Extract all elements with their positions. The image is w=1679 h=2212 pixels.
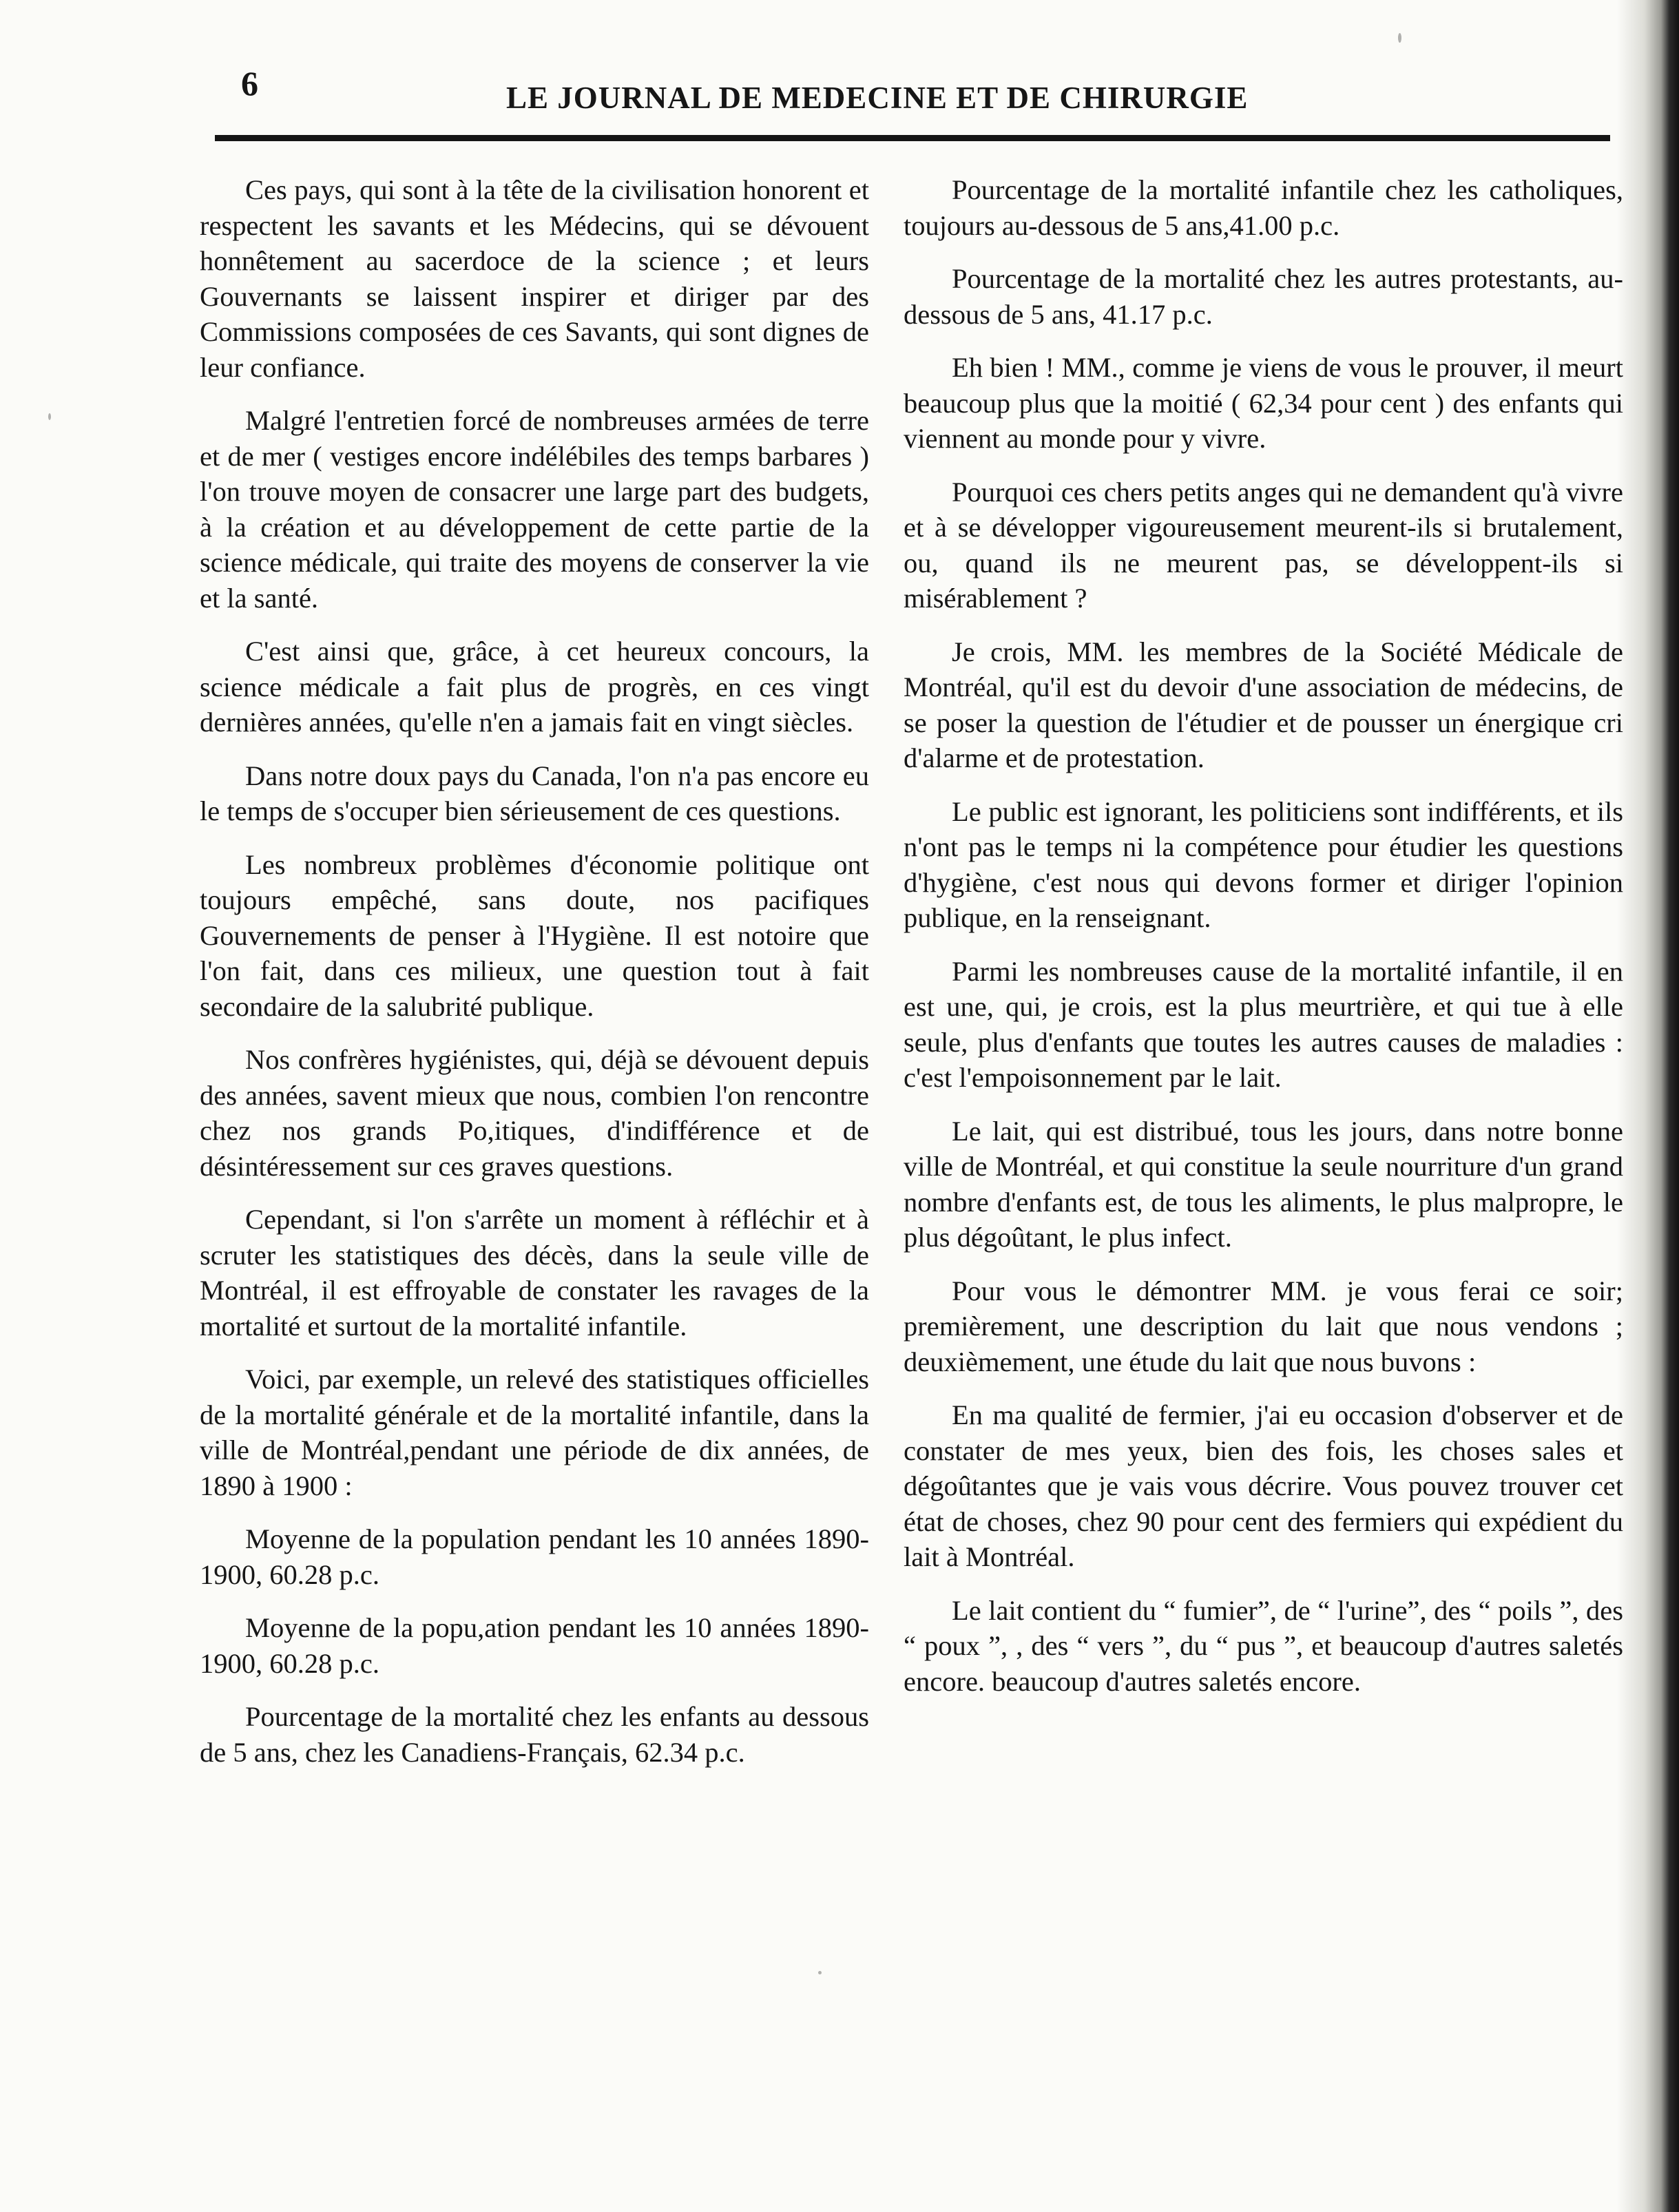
paragraph: Pour vous le démontrer MM. je vous ferai ce soir; premièrement, une description du lait que nous vendons ; deuxièmement, une étude du lait que nous buvons : — [904, 1275, 1623, 1377]
paragraph: Parmi les nombreuses cause de la mortalité infantile, il en est une, qui, je crois, est la plus meurtrière, et qui tue à elle seule, plus d'enfants que toutes les autres causes de maladies : c'est l'empoisonnement par le lait. — [904, 955, 1623, 1093]
paragraph: C'est ainsi que, grâce, à cet heureux concours, la science médicale a fait plus de progrès, en ces vingt dernières années, qu'elle n'en a jamais fait en vingt siècles. — [200, 636, 869, 738]
page-number: 6 — [241, 64, 258, 103]
paragraph: Eh bien ! MM., comme je viens de vous le prouver, il meurt beaucoup plus que la moitié ( 62,34 pour cent ) des enfants qui viennent au monde pour y vivre. — [904, 352, 1623, 454]
paragraph: Les nombreux problèmes d'économie politique ont toujours empêché, sans doute, nos pacifiques Gouvernements de penser à l'Hygiène. Il est notoire que l'on fait, dans ces milieux, une question tout à fait secondaire de la salubrité publique. — [200, 848, 869, 1022]
paragraph: Je crois, MM. les membres de la Société Médicale de Montréal, qu'il est du devoir d'une association de médecins, de se poser la question de l'étudier et de pousser un énergique cri d'alarme et de protestation. — [904, 636, 1623, 773]
scan-speck — [1398, 33, 1401, 43]
paragraph: Moyenne de la population pendant les 10 années 1890-1900, 60.28 p.c. — [200, 1523, 869, 1590]
paragraph: Dans notre doux pays du Canada, l'on n'a pas encore eu le temps de s'occuper bien sérieusement de ces questions. — [200, 760, 869, 826]
journal-title: LE JOURNAL DE MEDECINE ET DE CHIRURGIE — [506, 81, 1249, 115]
paragraph: Pourcentage de la mortalité chez les autres protestants, au-dessous de 5 ans, 41.17 p.c. — [904, 263, 1623, 330]
scan-speck — [818, 1971, 822, 1974]
paragraph: Cependant, si l'on s'arrête un moment à réfléchir et à scruter les statistiques des décès, dans la seule ville de Montréal, il est effroyable de constater les ravages de la mortalité et surtout de la mortalité infantile. — [200, 1204, 869, 1342]
left-column — [200, 172, 869, 1788]
paragraph: Moyenne de la popu,ation pendant les 10 années 1890-1900, 60.28 p.c. — [200, 1612, 869, 1679]
paragraph: Le public est ignorant, les politiciens sont indifférents, et ils n'ont pas le temps ni la compétence pour étudier les questions d'hygiène, c'est nous qui devons former et diriger l'opinion publique, en la renseignant. — [904, 795, 1623, 933]
paragraph: Pourcentage de la mortalité infantile chez les catholiques, toujours au-dessous de 5 ans,41.00 p.c. — [904, 174, 1623, 241]
paragraph: Voici, par exemple, un relevé des statistiques officielles de la mortalité générale et de la mortalité infantile, dans la ville de Montréal,pendant une période de dix années, de 1890 à 1900 : — [200, 1364, 869, 1501]
paragraph: Le lait contient du “ fumier”, de “ l'urine”, des “ poils ”, des “ poux ”, , des “ vers ”, du “ pus ”, et beaucoup d'autres saletés encore. beaucoup d'autres saletés encore. — [904, 1594, 1623, 1697]
paragraph: Nos confrères hygiénistes, qui, déjà se dévouent depuis des années, savent mieux que nous, combien l'on rencontre chez nos grands Po,itiques, d'indifférence et de désintéressement sur ces graves questions. — [200, 1044, 869, 1182]
paragraph: Malgré l'entretien forcé de nombreuses armées de terre et de mer ( vestiges encore indélébiles des temps barbares ) l'on trouve moyen de consacrer une large part des budgets, à la création et au développement de cette partie de la science médicale, qui traite des moyens de conserver la vie et la santé. — [200, 405, 869, 614]
paragraph: Le lait, qui est distribué, tous les jours, dans notre bonne ville de Montréal, et qui constitue la seule nourriture d'un grand nombre d'enfants est, de tous les aliments, le plus malpropre, le plus dégoûtant, le plus infect. — [904, 1115, 1623, 1253]
paragraph: En ma qualité de fermier, j'ai eu occasion d'observer et de constater de mes yeux, bien des fois, les choses sales et dégoûtantes que je vais vous décrire. Vous pouvez trouver cet état de choses, chez 90 pour cent des fermiers qui expédient du lait à Montréal. — [904, 1399, 1623, 1572]
page-binding-edge — [1617, 0, 1679, 2212]
paragraph: Pourcentage de la mortalité chez les enfants au dessous de 5 ans, chez les Canadiens-Français, 62.34 p.c. — [200, 1701, 869, 1768]
header-rule — [215, 135, 1610, 141]
scan-speck — [48, 413, 51, 420]
paragraph: Pourquoi ces chers petits anges qui ne demandent qu'à vivre et à se développer vigoureusement meurent-ils si brutalement, ou, quand ils ne meurent pas, se développent-ils si misérablement ? — [904, 476, 1623, 614]
right-column — [904, 172, 1623, 1717]
paragraph: Ces pays, qui sont à la tête de la civilisation honorent et respectent les savants et les Médecins, qui se dévouent honnêtement au sacerdoce de la science ; et leurs Gouvernants se laissent inspirer et diriger par des Commissions composées de ces Savants, qui sont dignes de leur confiance. — [200, 174, 869, 383]
